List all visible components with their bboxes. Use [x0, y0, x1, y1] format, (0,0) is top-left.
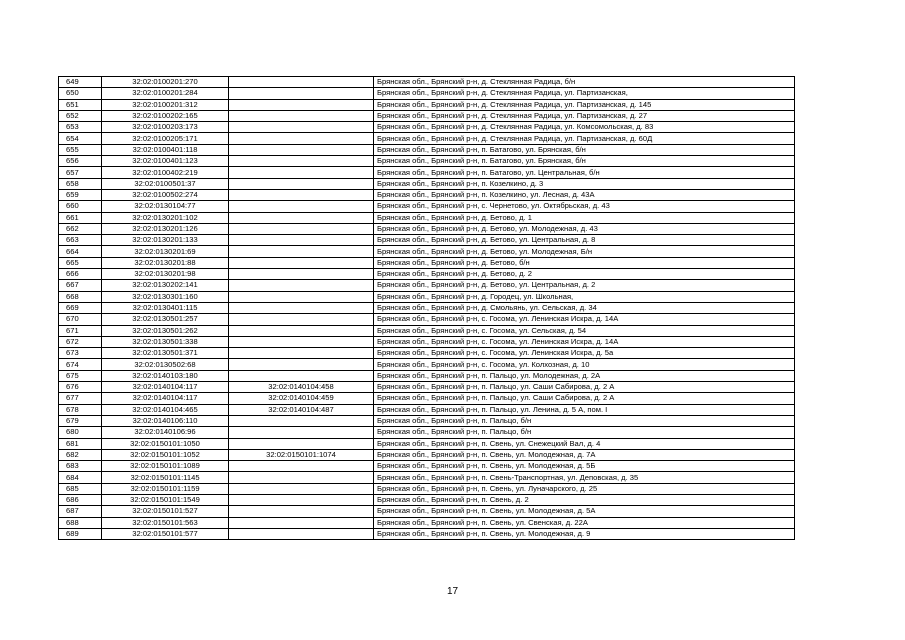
address-cell: Брянская обл., Брянский р-н, д. Бетово, ул. Центральная, д. 8 [374, 235, 795, 246]
cadastral-number-cell: 32:02:0150101:1549 [102, 494, 229, 505]
address-cell: Брянская обл., Брянский р-н, д. Стеклянная Радица, ул. Комсомольская, д. 83 [374, 122, 795, 133]
table-row [59, 393, 795, 404]
row-number-cell: 689 [59, 528, 102, 539]
address-cell: Брянская обл., Брянский р-н, д. Бетово, ул. Молодежная, д. 43 [374, 223, 795, 234]
cadastral-number-cell: 32:02:0100401:118 [102, 144, 229, 155]
row-number-cell: 681 [59, 438, 102, 449]
related-cadastral-number-cell [229, 133, 374, 144]
address-cell: Брянская обл., Брянский р-н, п. Батагово, ул. Брянская, б/н [374, 156, 795, 167]
row-number-cell: 652 [59, 110, 102, 121]
address-cell: Брянская обл., Брянский р-н, с. Госома, ул. Ленинская Искра, д. 5а [374, 348, 795, 359]
cadastral-number-cell: 32:02:0100201:284 [102, 88, 229, 99]
related-cadastral-number-cell: 32:02:0140104:459 [229, 393, 374, 404]
address-cell: Брянская обл., Брянский р-н, п. Свень-Транспортная, ул. Деповская, д. 35 [374, 472, 795, 483]
cadastral-number-cell: 32:02:0130501:262 [102, 325, 229, 336]
address-cell: Брянская обл., Брянский р-н, п. Свень, ул. Молодежная, д. 7А [374, 449, 795, 460]
related-cadastral-number-cell [229, 156, 374, 167]
related-cadastral-number-cell [229, 438, 374, 449]
address-cell: Брянская обл., Брянский р-н, п. Свень, ул. Молодежная, д. 9 [374, 528, 795, 539]
related-cadastral-number-cell [229, 212, 374, 223]
cadastral-number-cell: 32:02:0100202:165 [102, 110, 229, 121]
row-number-cell: 655 [59, 144, 102, 155]
address-cell: Брянская обл., Брянский р-н, п. Козелкино, ул. Лесная, д. 43А [374, 189, 795, 200]
related-cadastral-number-cell [229, 201, 374, 212]
address-cell: Брянская обл., Брянский р-н, п. Козелкино, д. 3 [374, 178, 795, 189]
related-cadastral-number-cell [229, 291, 374, 302]
address-cell: Брянская обл., Брянский р-н, п. Пальцо, ул. Молодежная, д. 2А [374, 370, 795, 381]
row-number-cell: 651 [59, 99, 102, 110]
table-row [59, 280, 795, 291]
related-cadastral-number-cell [229, 506, 374, 517]
related-cadastral-number-cell [229, 257, 374, 268]
cadastral-number-cell: 32:02:0150101:1145 [102, 472, 229, 483]
row-number-cell: 680 [59, 427, 102, 438]
row-number-cell: 683 [59, 461, 102, 472]
row-number-cell: 656 [59, 156, 102, 167]
row-number-cell: 666 [59, 269, 102, 280]
table-row [59, 449, 795, 460]
table-row [59, 483, 795, 494]
address-cell: Брянская обл., Брянский р-н, д. Стеклянная Радица, ул. Партизанская, д. 145 [374, 99, 795, 110]
table-row [59, 122, 795, 133]
cadastral-number-cell: 32:02:0100201:270 [102, 77, 229, 88]
row-number-cell: 663 [59, 235, 102, 246]
address-cell: Брянская обл., Брянский р-н, п. Пальцо, ул. Ленина, д. 5 А, пом. I [374, 404, 795, 415]
address-cell: Брянская обл., Брянский р-н, п. Свень, ул. Луначарского, д. 25 [374, 483, 795, 494]
cadastral-number-cell: 32:02:0150101:1052 [102, 449, 229, 460]
cadastral-number-cell: 32:02:0100501:37 [102, 178, 229, 189]
address-cell: Брянская обл., Брянский р-н, п. Пальцо, ул. Саши Сабирова, д. 2 А [374, 393, 795, 404]
cadastral-number-cell: 32:02:0130501:371 [102, 348, 229, 359]
table-row [59, 517, 795, 528]
address-cell: Брянская обл., Брянский р-н, д. Бетово, б/н [374, 257, 795, 268]
table-row [59, 506, 795, 517]
related-cadastral-number-cell: 32:02:0150101:1074 [229, 449, 374, 460]
address-cell: Брянская обл., Брянский р-н, п. Свень, ул. Снежецкий Вал, д. 4 [374, 438, 795, 449]
row-number-cell: 673 [59, 348, 102, 359]
row-number-cell: 685 [59, 483, 102, 494]
address-cell: Брянская обл., Брянский р-н, д. Стеклянная Радица, б/н [374, 77, 795, 88]
cadastral-number-cell: 32:02:0130201:88 [102, 257, 229, 268]
related-cadastral-number-cell [229, 88, 374, 99]
table-row [59, 235, 795, 246]
row-number-cell: 677 [59, 393, 102, 404]
table-row [59, 269, 795, 280]
row-number-cell: 686 [59, 494, 102, 505]
table-row [59, 77, 795, 88]
table-row [59, 88, 795, 99]
cadastral-number-cell: 32:02:0130201:98 [102, 269, 229, 280]
row-number-cell: 678 [59, 404, 102, 415]
row-number-cell: 667 [59, 280, 102, 291]
related-cadastral-number-cell [229, 517, 374, 528]
cadastral-number-cell: 32:02:0100401:123 [102, 156, 229, 167]
address-cell: Брянская обл., Брянский р-н, д. Стеклянная Радица, ул. Партизанская, д. 27 [374, 110, 795, 121]
table-row [59, 246, 795, 257]
row-number-cell: 679 [59, 415, 102, 426]
row-number-cell: 658 [59, 178, 102, 189]
address-cell: Брянская обл., Брянский р-н, с. Госома, ул. Ленинская Искра, д. 14А [374, 336, 795, 347]
related-cadastral-number-cell [229, 167, 374, 178]
row-number-cell: 674 [59, 359, 102, 370]
cadastral-number-cell: 32:02:0140104:465 [102, 404, 229, 415]
related-cadastral-number-cell [229, 122, 374, 133]
row-number-cell: 684 [59, 472, 102, 483]
address-cell: Брянская обл., Брянский р-н, п. Свень, ул. Молодежная, д. 5Б [374, 461, 795, 472]
cadastral-number-cell: 32:02:0130501:338 [102, 336, 229, 347]
row-number-cell: 668 [59, 291, 102, 302]
related-cadastral-number-cell [229, 427, 374, 438]
cadastral-number-cell: 32:02:0130201:69 [102, 246, 229, 257]
table-row [59, 382, 795, 393]
row-number-cell: 669 [59, 302, 102, 313]
table-row [59, 348, 795, 359]
cadastral-number-cell: 32:02:0150101:527 [102, 506, 229, 517]
row-number-cell: 654 [59, 133, 102, 144]
table-row [59, 427, 795, 438]
table-row [59, 370, 795, 381]
cadastral-number-cell: 32:02:0140106:96 [102, 427, 229, 438]
address-cell: Брянская обл., Брянский р-н, п. Свень, ул. Молодежная, д. 5А [374, 506, 795, 517]
related-cadastral-number-cell [229, 415, 374, 426]
address-cell: Брянская обл., Брянский р-н, с. Чернетово, ул. Октябрьская, д. 43 [374, 201, 795, 212]
related-cadastral-number-cell [229, 269, 374, 280]
cadastral-number-cell: 32:02:0100402:219 [102, 167, 229, 178]
address-cell: Брянская обл., Брянский р-н, д. Бетово, ул. Центральная, д. 2 [374, 280, 795, 291]
address-cell: Брянская обл., Брянский р-н, п. Пальцо, ул. Саши Сабирова, д. 2 А [374, 382, 795, 393]
cadastral-number-cell: 32:02:0130201:102 [102, 212, 229, 223]
cadastral-number-cell: 32:02:0140104:117 [102, 382, 229, 393]
table-row [59, 156, 795, 167]
table-row [59, 336, 795, 347]
cadastral-number-cell: 32:02:0130301:160 [102, 291, 229, 302]
row-number-cell: 675 [59, 370, 102, 381]
related-cadastral-number-cell [229, 370, 374, 381]
address-cell: Брянская обл., Брянский р-н, п. Свень, д. 2 [374, 494, 795, 505]
related-cadastral-number-cell [229, 235, 374, 246]
address-cell: Брянская обл., Брянский р-н, с. Госома, ул. Сельская, д. 54 [374, 325, 795, 336]
table-row [59, 291, 795, 302]
row-number-cell: 649 [59, 77, 102, 88]
row-number-cell: 661 [59, 212, 102, 223]
cadastral-number-cell: 32:02:0130401:115 [102, 302, 229, 313]
related-cadastral-number-cell [229, 189, 374, 200]
cadastral-number-cell: 32:02:0150101:577 [102, 528, 229, 539]
address-cell: Брянская обл., Брянский р-н, с. Госома, ул. Колхозная, д. 10 [374, 359, 795, 370]
cadastral-number-cell: 32:02:0150101:1159 [102, 483, 229, 494]
address-cell: Брянская обл., Брянский р-н, п. Свень, ул. Свенская, д. 22А [374, 517, 795, 528]
row-number-cell: 664 [59, 246, 102, 257]
address-cell: Брянская обл., Брянский р-н, д. Стеклянная Радица, ул. Партизанская, д. 60Д [374, 133, 795, 144]
cadastral-number-cell: 32:02:0150101:1050 [102, 438, 229, 449]
table-row [59, 223, 795, 234]
table-row [59, 404, 795, 415]
table-body [59, 77, 795, 540]
table-row [59, 178, 795, 189]
address-cell: Брянская обл., Брянский р-н, п. Батагово, ул. Брянская, б/н [374, 144, 795, 155]
cadastral-number-cell: 32:02:0150101:1089 [102, 461, 229, 472]
table-row [59, 302, 795, 313]
table-row [59, 528, 795, 539]
table-row [59, 438, 795, 449]
cadastral-table [58, 76, 795, 540]
table-row [59, 415, 795, 426]
cadastral-number-cell: 32:02:0140104:117 [102, 393, 229, 404]
related-cadastral-number-cell: 32:02:0140104:458 [229, 382, 374, 393]
address-cell: Брянская обл., Брянский р-н, с. Госома, ул. Ленинская Искра, д. 14А [374, 314, 795, 325]
address-cell: Брянская обл., Брянский р-н, п. Пальцо, б/н [374, 427, 795, 438]
cadastral-number-cell: 32:02:0100201:312 [102, 99, 229, 110]
cadastral-number-cell: 32:02:0130501:257 [102, 314, 229, 325]
table-row [59, 133, 795, 144]
row-number-cell: 659 [59, 189, 102, 200]
related-cadastral-number-cell [229, 77, 374, 88]
related-cadastral-number-cell: 32:02:0140104:487 [229, 404, 374, 415]
table-row [59, 99, 795, 110]
address-cell: Брянская обл., Брянский р-н, д. Городец, ул. Школьная, [374, 291, 795, 302]
row-number-cell: 672 [59, 336, 102, 347]
related-cadastral-number-cell [229, 494, 374, 505]
cadastral-number-cell: 32:02:0130201:126 [102, 223, 229, 234]
row-number-cell: 676 [59, 382, 102, 393]
address-cell: Брянская обл., Брянский р-н, д. Бетово, ул. Молодежная, Б/н [374, 246, 795, 257]
related-cadastral-number-cell [229, 336, 374, 347]
row-number-cell: 670 [59, 314, 102, 325]
table-row [59, 257, 795, 268]
row-number-cell: 662 [59, 223, 102, 234]
table-row [59, 212, 795, 223]
table-row [59, 167, 795, 178]
row-number-cell: 653 [59, 122, 102, 133]
related-cadastral-number-cell [229, 314, 374, 325]
table-row [59, 201, 795, 212]
row-number-cell: 687 [59, 506, 102, 517]
address-cell: Брянская обл., Брянский р-н, д. Смольянь, ул. Сельская, д. 34 [374, 302, 795, 313]
table-row [59, 325, 795, 336]
related-cadastral-number-cell [229, 144, 374, 155]
related-cadastral-number-cell [229, 528, 374, 539]
cadastral-number-cell: 32:02:0140106:110 [102, 415, 229, 426]
table-row [59, 472, 795, 483]
address-cell: Брянская обл., Брянский р-н, п. Пальцо, б/н [374, 415, 795, 426]
related-cadastral-number-cell [229, 359, 374, 370]
related-cadastral-number-cell [229, 348, 374, 359]
related-cadastral-number-cell [229, 461, 374, 472]
row-number-cell: 660 [59, 201, 102, 212]
cadastral-number-cell: 32:02:0100203:173 [102, 122, 229, 133]
table-row [59, 189, 795, 200]
cadastral-number-cell: 32:02:0130104:77 [102, 201, 229, 212]
related-cadastral-number-cell [229, 178, 374, 189]
row-number-cell: 688 [59, 517, 102, 528]
address-cell: Брянская обл., Брянский р-н, д. Бетово, д. 2 [374, 269, 795, 280]
table-row [59, 110, 795, 121]
cadastral-number-cell: 32:02:0130201:133 [102, 235, 229, 246]
table-row [59, 359, 795, 370]
related-cadastral-number-cell [229, 223, 374, 234]
row-number-cell: 657 [59, 167, 102, 178]
address-cell: Брянская обл., Брянский р-н, д. Бетово, д. 1 [374, 212, 795, 223]
table-row [59, 144, 795, 155]
related-cadastral-number-cell [229, 280, 374, 291]
related-cadastral-number-cell [229, 472, 374, 483]
related-cadastral-number-cell [229, 110, 374, 121]
related-cadastral-number-cell [229, 325, 374, 336]
cadastral-number-cell: 32:02:0100502:274 [102, 189, 229, 200]
related-cadastral-number-cell [229, 246, 374, 257]
page-number: 17 [446, 586, 459, 597]
row-number-cell: 665 [59, 257, 102, 268]
cadastral-number-cell: 32:02:0140103:180 [102, 370, 229, 381]
address-cell: Брянская обл., Брянский р-н, д. Стеклянная Радица, ул. Партизанская, [374, 88, 795, 99]
related-cadastral-number-cell [229, 483, 374, 494]
cadastral-number-cell: 32:02:0130202:141 [102, 280, 229, 291]
row-number-cell: 671 [59, 325, 102, 336]
related-cadastral-number-cell [229, 99, 374, 110]
table-row [59, 314, 795, 325]
address-cell: Брянская обл., Брянский р-н, п. Батагово, ул. Центральная, б/н [374, 167, 795, 178]
related-cadastral-number-cell [229, 302, 374, 313]
cadastral-number-cell: 32:02:0150101:563 [102, 517, 229, 528]
cadastral-number-cell: 32:02:0130502:68 [102, 359, 229, 370]
table-row [59, 494, 795, 505]
row-number-cell: 650 [59, 88, 102, 99]
cadastral-number-cell: 32:02:0100205:171 [102, 133, 229, 144]
table-row [59, 461, 795, 472]
row-number-cell: 682 [59, 449, 102, 460]
